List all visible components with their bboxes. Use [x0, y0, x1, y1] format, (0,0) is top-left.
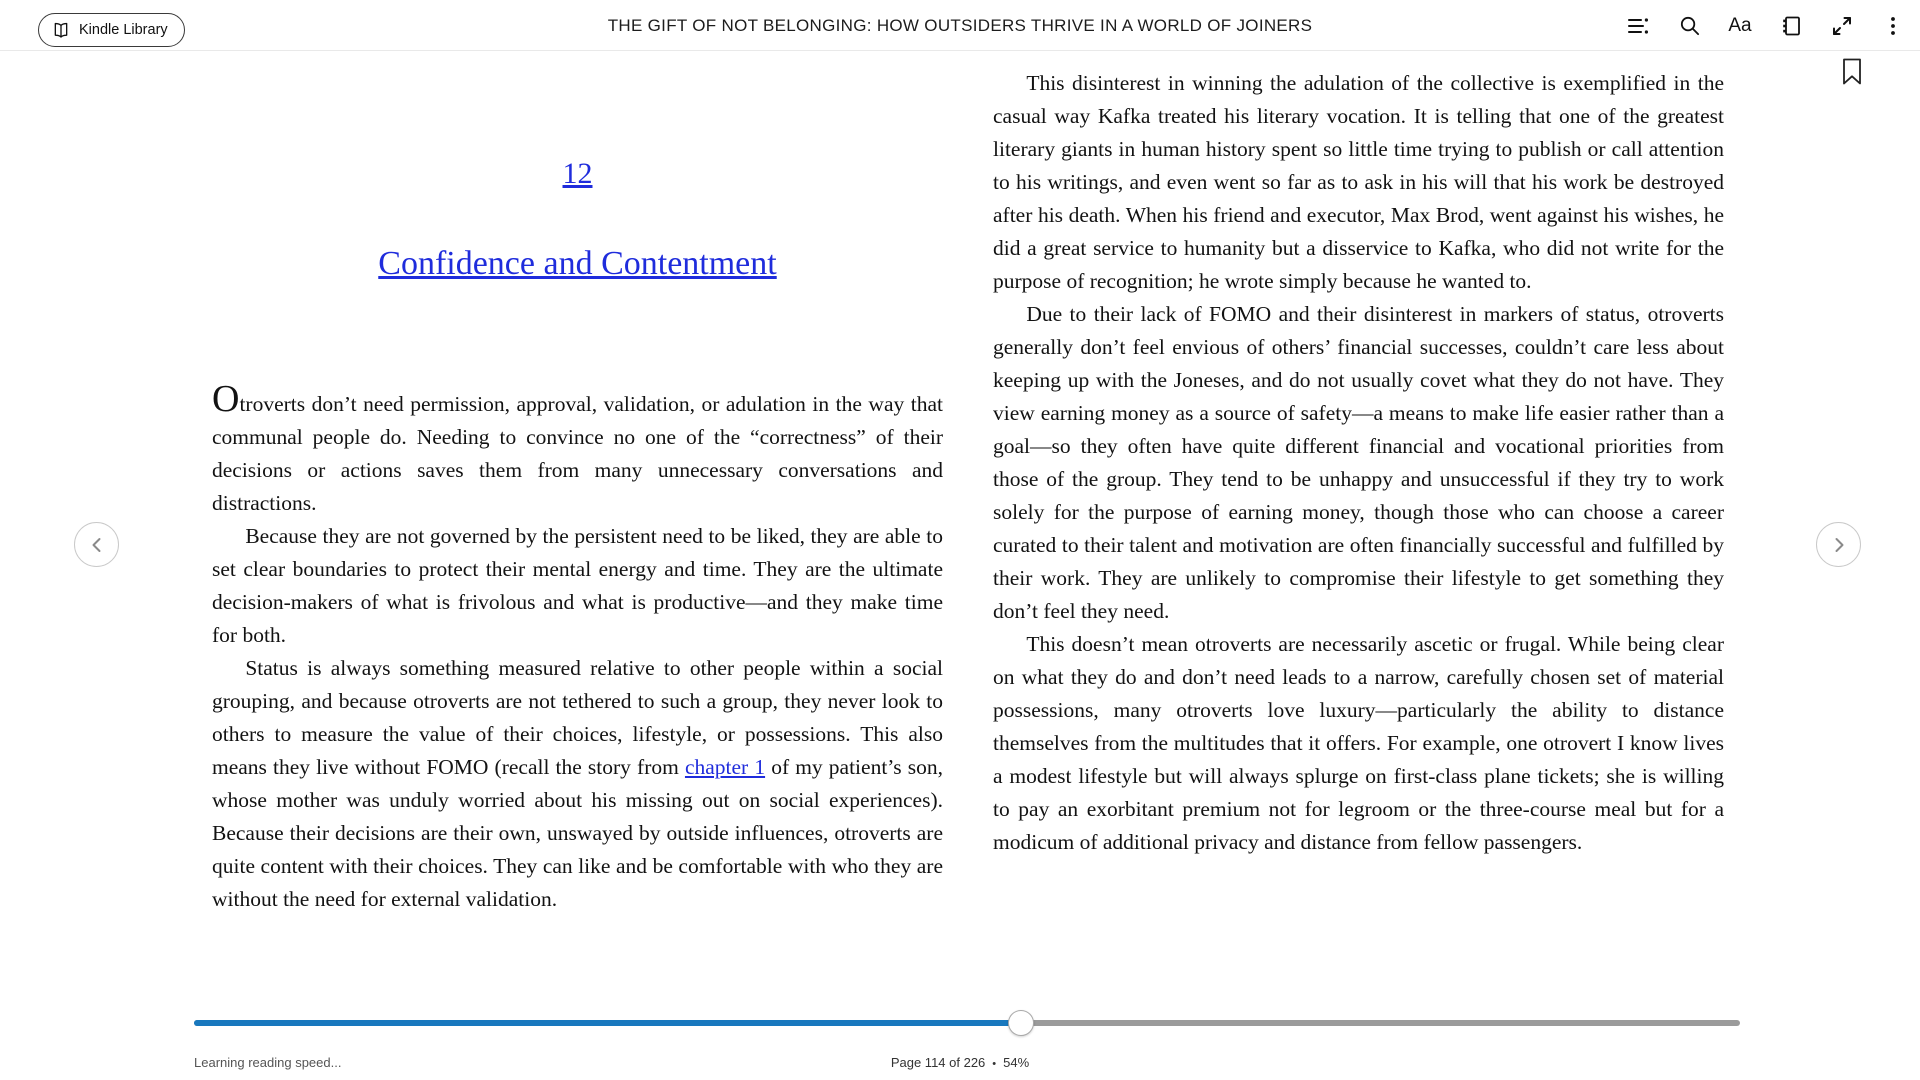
paragraph-text: of my patient’s son, whose mother was unduly worried about his missing out on social experiences). Because their decisions are their own, unswayed by outside influences, otroverts are quite content with their choices. They can like and be comfortable with who they are without the need for external validation. [212, 755, 943, 911]
left-page-column [212, 51, 943, 916]
search-icon [1678, 14, 1701, 37]
font-settings-button[interactable] [1727, 13, 1753, 39]
toc-list-icon [1626, 14, 1650, 38]
progress-handle[interactable] [1008, 1010, 1034, 1036]
paragraph [212, 378, 943, 520]
top-bar [0, 0, 1920, 51]
fullscreen-expand-icon [1830, 14, 1854, 38]
bookmark-icon[interactable] [1842, 58, 1862, 85]
paragraph-text: Status is always something measured relative to other people within a social grouping, and because otroverts are not tethered to such a group, they never look to others to measure the value of their choices, lifestyle, or possessions. This also means they live without FOMO (recall the story from [212, 656, 943, 779]
notebook-icon [1779, 14, 1803, 38]
book-title: THE GIFT OF NOT BELONGING: HOW OUTSIDERS THRIVE IN A WORLD OF JOINERS [607, 15, 1313, 35]
chapter-1-link[interactable]: chapter 1 [684, 755, 766, 779]
kebab-menu-icon [1883, 15, 1903, 37]
percent-read: 54% [1003, 1055, 1030, 1070]
chapter-title [212, 247, 943, 284]
chapter-number [212, 157, 943, 193]
chapter-title-link[interactable]: Confidence and Contentment [378, 245, 777, 282]
right-page-column [993, 51, 1724, 859]
page-info [0, 1055, 1920, 1070]
reading-speed-status: Learning reading speed... [194, 1055, 342, 1070]
table-of-contents-button[interactable] [1625, 13, 1651, 39]
font-settings-icon: Aa [1728, 14, 1752, 36]
page-number-text: Page 114 of 226 [890, 1055, 986, 1070]
fullscreen-button[interactable] [1829, 13, 1855, 39]
chapter-number-link[interactable]: 12 [562, 157, 593, 190]
progress-fill [194, 1020, 1021, 1026]
paragraph: Due to their lack of FOMO and their disinterest in markers of status, otroverts generally don’t feel envious of others’ financial successes, couldn’t care less about keeping up with the Joneses, and do not usually covet what they do not have. They view earning money as a source of safety—a means to make life easier rather than a goal—so they often have quite different financial and vocational priorities from those of the group. They tend to be unhappy and unsuccessful if they try to work solely for the purpose of earning money, though those who can choose a career curated to their talent and motivation are often financially successful and fulfilled by their work. They are unlikely to compromise their lifestyle to get something they don’t feel they need. [993, 302, 1724, 623]
toolbar-icons [1625, 0, 1906, 51]
overflow-menu-button[interactable] [1880, 13, 1906, 39]
paragraph: Because they are not governed by the persistent need to be liked, they are able to set clear boundaries to protect their mental energy and time. They are the ultimate decision-makers of what is frivolous and what is productive—and they make time for both. [212, 524, 943, 647]
chevron-left-icon [88, 536, 106, 554]
paragraph: This doesn’t mean otroverts are necessarily ascetic or frugal. While being clear on what they do and don’t need leads to a narrow, carefully chosen set of material possessions, many otroverts love luxury—particularly the ability to distance themselves from the multitudes that it offers. For example, one otrovert I know lives a modest lifestyle but will always splurge on first-class plane tickets; she is willing to pay an exorbitant premium not for legroom or the three-course meal but for a modicum of additional privacy and distance from fellow passengers. [993, 632, 1724, 854]
chevron-right-icon [1830, 536, 1848, 554]
kindle-library-label: Kindle Library [79, 22, 168, 38]
paragraph [212, 652, 943, 916]
paragraph: This disinterest in winning the adulation of the collective is exemplified in the casual way Kafka treated his literary vocation. It is telling that one of the greatest literary giants in human history spent so little time trying to publish or call attention to his writings, and even went so far as to ask in his will that his work be destroyed after his death. When his friend and executor, Max Brod, went against his wishes, he did a great service to humanity but a disservice to Kafka, who did not write for the purpose of recognition; he wrote simply because he wanted to. [993, 71, 1724, 293]
separator-dot: • [992, 1058, 997, 1070]
notebook-button[interactable] [1778, 13, 1804, 39]
progress-slider[interactable] [194, 1012, 1740, 1034]
lead-capital: O [212, 378, 240, 420]
paragraph-text: troverts don’t need permission, approval, validation, or adulation in the way that communal people do. Needing to convince no one of the “correctness” of their decisions or actions saves them from many unnecessary conversations and distractions. [212, 392, 943, 515]
previous-page-button[interactable] [74, 522, 119, 567]
search-button[interactable] [1676, 13, 1702, 39]
next-page-button[interactable] [1816, 522, 1861, 567]
